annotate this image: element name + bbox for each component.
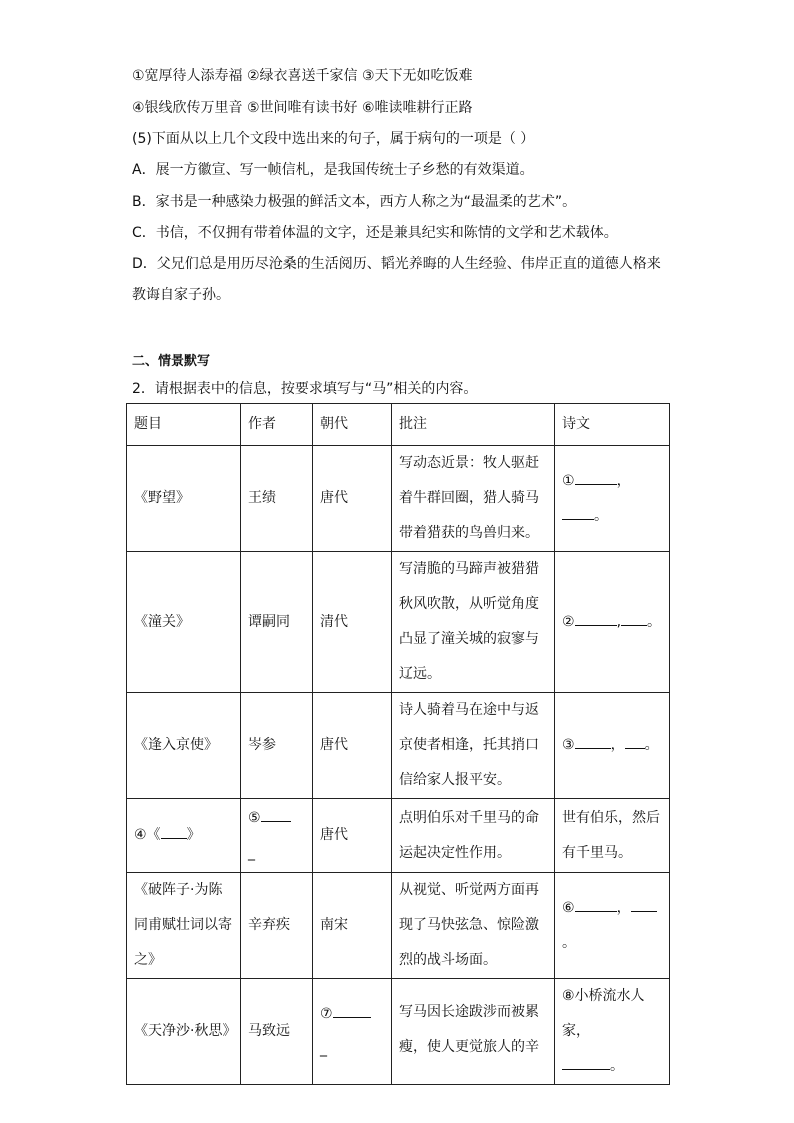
- question-5-stem: (5)下面从以上几个文段中选出来的句子，属于病句的一项是（ ）: [132, 131, 535, 147]
- cell-dynasty: 唐代: [313, 446, 392, 552]
- cell-author: 岑参: [241, 693, 313, 799]
- fill-blank[interactable]: [575, 730, 611, 749]
- cell-title: 《天净沙·秋思》: [127, 979, 241, 1085]
- cell-dynasty: 清代: [313, 552, 392, 693]
- table-row: [127, 799, 670, 873]
- table-row: [127, 446, 670, 552]
- cell-title: 《潼关》: [127, 552, 241, 693]
- horse-poems-table: [126, 403, 670, 1085]
- fill-blank[interactable]: [625, 730, 645, 749]
- cell-poem: ⑧小桥流水人家， 。: [555, 979, 670, 1085]
- choice-a: A．展一方徽宣、写一帧信札，是我国传统士子乡愁的有效渠道。: [132, 162, 534, 178]
- table-row: [127, 873, 670, 979]
- cell-poem: ① ， 。: [555, 446, 670, 552]
- cell-dynasty: 南宋: [313, 873, 392, 979]
- cell-dynasty: 唐代: [313, 693, 392, 799]
- cell-note: 写清脆的马蹄声被猎猎秋风吹散，从听觉角度凸显了潼关城的寂寥与辽远。: [392, 552, 555, 693]
- choice-d: D．父兄们总是用历尽沧桑的生活阅历、韬光养晦的人生经验、伟岸正直的道德人格来: [132, 256, 661, 272]
- fill-blank[interactable]: [161, 820, 187, 839]
- fill-blank[interactable]: [621, 607, 647, 626]
- header-author: 作者: [241, 404, 313, 446]
- cell-title: 《野望》: [127, 446, 241, 552]
- cell-author: 王绩: [241, 446, 313, 552]
- fill-blank[interactable]: [333, 999, 371, 1018]
- header-note: 批注: [392, 404, 555, 446]
- cell-note: 诗人骑着马在途中与返京使者相逢，托其捎口信给家人报平安。: [392, 693, 555, 799]
- cell-poem: ② , 。: [555, 552, 670, 693]
- fill-blank[interactable]: [562, 501, 594, 520]
- cell-note: 点明伯乐对千里马的命运起决定性作用。: [392, 799, 555, 873]
- cell-poem: ③ ， 。: [555, 693, 670, 799]
- option-sentences-line-2: ④银线欣传万里音 ⑤世间唯有读书好 ⑥唯读唯耕行正路: [132, 100, 473, 116]
- choice-b: B．家书是一种感染力极强的鲜活文本，西方人称之为“最温柔的艺术”。: [132, 194, 577, 210]
- cell-author: 辛弃疾: [241, 873, 313, 979]
- header-dynasty: 朝代: [313, 404, 392, 446]
- fill-blank[interactable]: [631, 893, 657, 912]
- table-row: [127, 693, 670, 799]
- fill-blank[interactable]: [575, 466, 617, 485]
- cell-note: 从视觉、听觉两方面再现了马快弦急、惊险激烈的战斗场面。: [392, 873, 555, 979]
- cell-dynasty: ⑦ _: [313, 979, 392, 1085]
- choice-c: C．书信，不仅拥有带着体温的文字，还是兼具纪实和陈情的文学和艺术载体。: [132, 225, 618, 241]
- fill-blank[interactable]: [575, 607, 617, 626]
- cell-title: ④《 》: [127, 799, 241, 873]
- cell-title: 《逢入京使》: [127, 693, 241, 799]
- cell-poem: 世有伯乐，然后有千里马。: [555, 799, 670, 873]
- fill-blank[interactable]: [575, 893, 617, 912]
- cell-title: 《破阵子·为陈同甫赋壮词以寄之》: [127, 873, 241, 979]
- table-header-row: [127, 404, 670, 446]
- section-heading: 二、情景默写: [132, 354, 211, 369]
- fill-blank[interactable]: [562, 1051, 610, 1070]
- cell-dynasty: 唐代: [313, 799, 392, 873]
- fill-blank[interactable]: [261, 803, 291, 822]
- cell-poem: ⑥ ，。: [555, 873, 670, 979]
- cell-note: 写马因长途跋涉而被累瘦，使人更觉旅人的辛: [392, 979, 555, 1085]
- table-row: [127, 552, 670, 693]
- question-2-stem: 2．请根据表中的信息，按要求填写与“马”相关的内容。: [132, 381, 478, 397]
- cell-note: 写动态近景：牧人驱赶着牛群回圈，猎人骑马带着猎获的鸟兽归来。: [392, 446, 555, 552]
- cell-author: ⑤ _: [241, 799, 313, 873]
- cell-author: 马致远: [241, 979, 313, 1085]
- cell-author: 谭嗣同: [241, 552, 313, 693]
- option-sentences-line-1: ①宽厚待人添寿福 ②绿衣喜送千家信 ③天下无如吃饭难: [132, 68, 473, 84]
- header-title: 题目: [127, 404, 241, 446]
- table-row: [127, 979, 670, 1085]
- header-poem: 诗文: [555, 404, 670, 446]
- choice-d-continued: 教诲自家子孙。: [132, 287, 230, 303]
